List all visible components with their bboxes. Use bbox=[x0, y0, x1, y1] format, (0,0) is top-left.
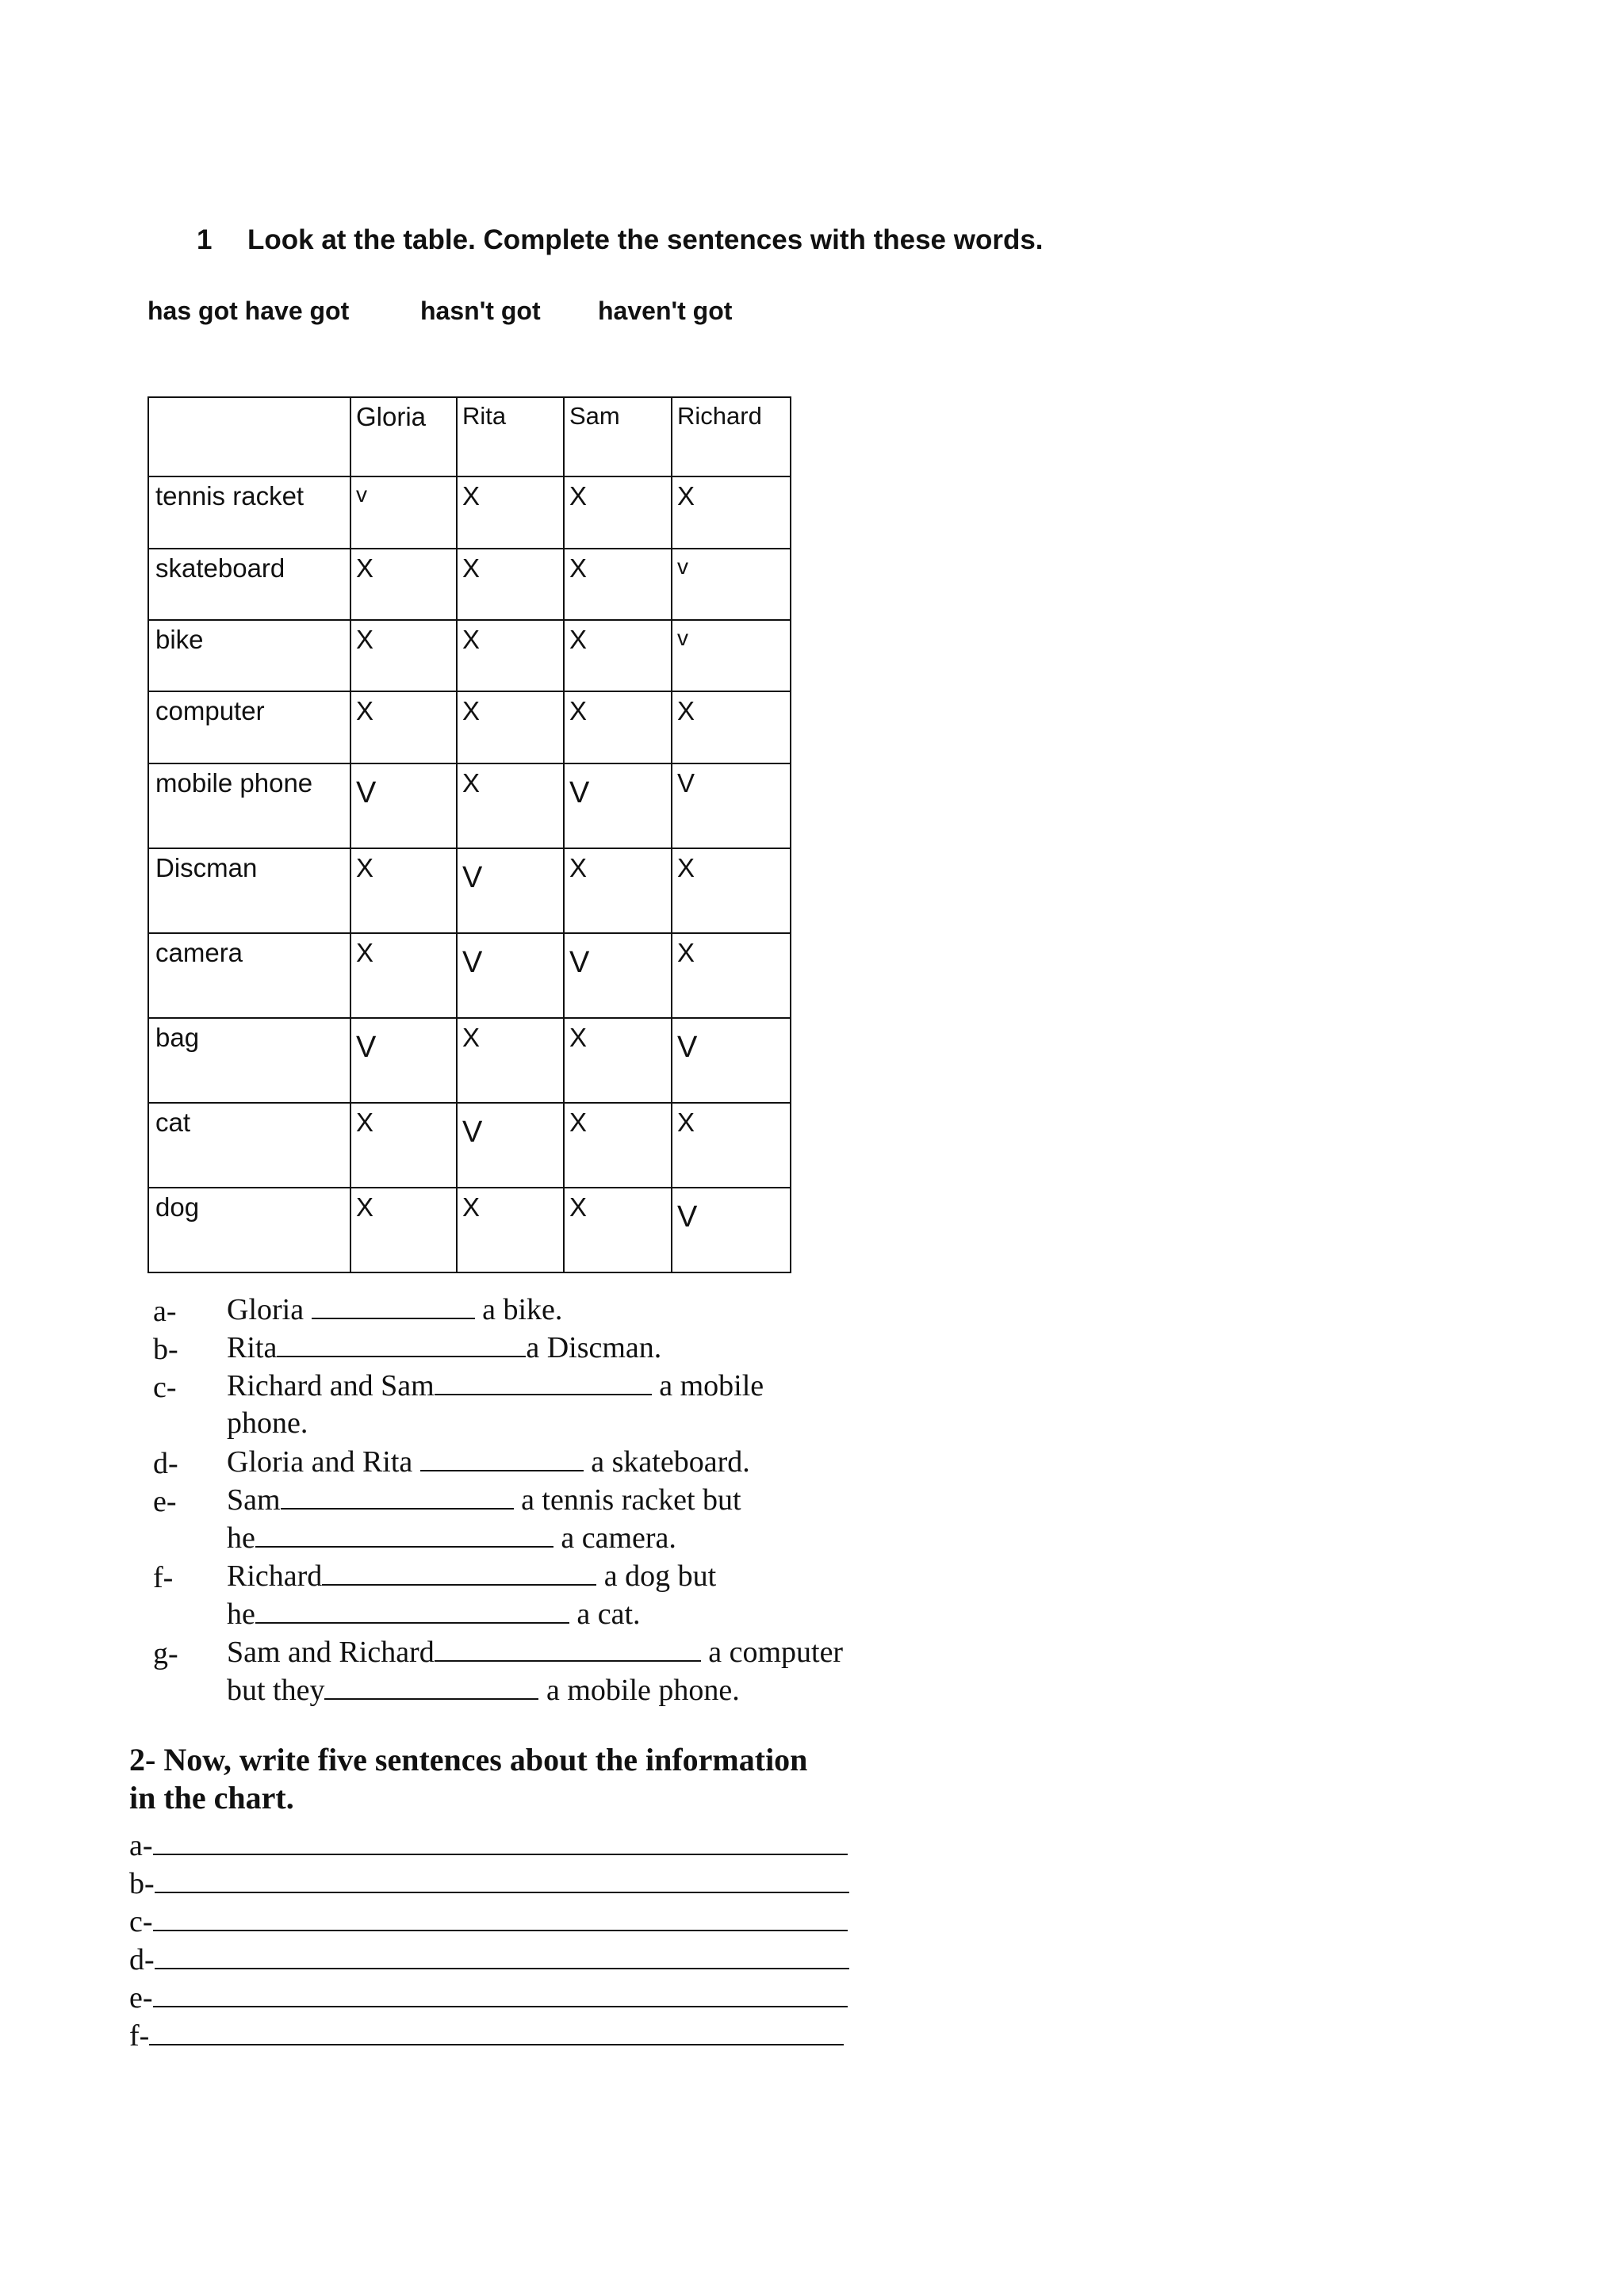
table-cell: V bbox=[457, 1103, 564, 1188]
sentence-d-text-1: Gloria and Rita bbox=[227, 1445, 413, 1479]
sentence-g-blank-1[interactable] bbox=[435, 1636, 701, 1662]
sentence-g-text-2: a computer bbox=[708, 1636, 844, 1669]
sentence-g-text-1: Sam and Richard bbox=[227, 1636, 435, 1669]
writing-line-a: a- bbox=[129, 1828, 848, 1863]
sentence-f-text-4: a cat. bbox=[576, 1598, 641, 1631]
sentence-b-text-2: a Discman. bbox=[526, 1331, 662, 1364]
table-cell: X bbox=[672, 476, 791, 549]
writing-line-c: c- bbox=[129, 1904, 848, 1939]
table-row bbox=[148, 933, 791, 1018]
table-cell: V bbox=[672, 763, 791, 848]
table-cell: X bbox=[350, 691, 457, 763]
table-row-label: skateboard bbox=[148, 549, 350, 620]
table-cell: V bbox=[350, 1018, 457, 1103]
word-bank-item-1: has got have got bbox=[147, 297, 350, 325]
writing-line-e-blank[interactable] bbox=[153, 1982, 848, 2007]
writing-line-d-blank[interactable] bbox=[155, 1944, 849, 1969]
sentence-a-text-2: a bike. bbox=[482, 1293, 563, 1326]
table-cell: V bbox=[350, 763, 457, 848]
table-cell: X bbox=[350, 620, 457, 691]
table-cell: X bbox=[350, 933, 457, 1018]
table-cell: V bbox=[457, 933, 564, 1018]
sentence-e-letter: e- bbox=[153, 1485, 177, 1518]
sentence-c bbox=[227, 1370, 764, 1401]
writing-line-e: e- bbox=[129, 1980, 848, 2015]
sentence-b-letter: b- bbox=[153, 1333, 178, 1366]
table-cell: X bbox=[672, 933, 791, 1018]
table-cell: X bbox=[672, 1103, 791, 1188]
exercise-2-heading-line-1: 2- Now, write five sentences about the information bbox=[129, 1742, 808, 1777]
sentence-e-text-4: a camera. bbox=[561, 1521, 676, 1555]
sentence-e-text-3: he bbox=[227, 1521, 255, 1555]
writing-line-f-blank[interactable] bbox=[149, 2020, 844, 2045]
table-header-cell: Richard bbox=[672, 397, 791, 476]
table-row bbox=[148, 1188, 791, 1272]
sentence-d-blank[interactable] bbox=[420, 1446, 584, 1471]
sentence-g-letter: g- bbox=[153, 1637, 178, 1670]
sentence-g-text-3: but they bbox=[227, 1674, 325, 1707]
table-cell: X bbox=[672, 848, 791, 933]
table-row bbox=[148, 691, 791, 763]
sentence-f-text-3: he bbox=[227, 1598, 255, 1631]
table-cell: V bbox=[457, 848, 564, 933]
sentence-c-letter: c- bbox=[153, 1371, 177, 1404]
sentence-c-blank[interactable] bbox=[435, 1370, 652, 1395]
table-row bbox=[148, 620, 791, 691]
table-row-label: computer bbox=[148, 691, 350, 763]
sentence-f-cont bbox=[227, 1598, 641, 1629]
sentence-f-text-1: Richard bbox=[227, 1559, 323, 1593]
sentence-e-cont bbox=[227, 1522, 676, 1553]
possessions-table bbox=[147, 396, 791, 1273]
writing-line-d: d- bbox=[129, 1942, 849, 1977]
table-row-label: dog bbox=[148, 1188, 350, 1272]
table-row-label: Discman bbox=[148, 848, 350, 933]
table-cell: X bbox=[564, 1103, 672, 1188]
table-row bbox=[148, 476, 791, 549]
table-cell: X bbox=[457, 763, 564, 848]
table-cell: v bbox=[672, 549, 791, 620]
writing-line-a-blank[interactable] bbox=[153, 1830, 848, 1855]
sentence-e-text-2: a tennis racket but bbox=[521, 1483, 741, 1517]
table-cell: X bbox=[564, 691, 672, 763]
sentence-b-blank[interactable] bbox=[277, 1332, 526, 1357]
table-header-row bbox=[148, 397, 791, 476]
sentence-e bbox=[227, 1484, 741, 1515]
table-cell: X bbox=[457, 620, 564, 691]
sentence-d bbox=[227, 1446, 750, 1477]
table-row-label: bike bbox=[148, 620, 350, 691]
table-row bbox=[148, 549, 791, 620]
exercise-1-number: 1 bbox=[197, 224, 213, 255]
sentence-f-blank-1[interactable] bbox=[322, 1560, 596, 1586]
table-cell: X bbox=[564, 1188, 672, 1272]
sentence-d-letter: d- bbox=[153, 1447, 178, 1480]
sentence-f-text-2: a dog but bbox=[603, 1559, 717, 1593]
table-cell: X bbox=[350, 1188, 457, 1272]
table-cell: X bbox=[350, 549, 457, 620]
table-row-label: mobile phone bbox=[148, 763, 350, 848]
exercise-1-heading bbox=[197, 224, 1044, 256]
table-cell: X bbox=[457, 1018, 564, 1103]
sentence-e-blank-1[interactable] bbox=[281, 1484, 514, 1510]
table-cell: X bbox=[564, 620, 672, 691]
table-cell: v bbox=[672, 620, 791, 691]
sentence-g bbox=[227, 1636, 843, 1667]
table-row bbox=[148, 763, 791, 848]
table-cell: X bbox=[457, 549, 564, 620]
exercise-2-heading-line-2: in the chart. bbox=[129, 1780, 294, 1816]
sentence-g-text-4: a mobile phone. bbox=[546, 1674, 740, 1707]
sentence-c-text-1: Richard and Sam bbox=[227, 1369, 435, 1402]
table-cell: X bbox=[564, 848, 672, 933]
writing-line-c-blank[interactable] bbox=[153, 1906, 848, 1931]
sentence-f-letter: f- bbox=[153, 1561, 174, 1594]
sentence-c-cont: phone. bbox=[227, 1406, 308, 1440]
table-cell: X bbox=[457, 691, 564, 763]
sentence-d-text-2: a skateboard. bbox=[591, 1445, 750, 1479]
table-row-label: bag bbox=[148, 1018, 350, 1103]
table-cell: X bbox=[350, 1103, 457, 1188]
word-bank-item-2: hasn't got bbox=[420, 297, 541, 325]
sentence-b bbox=[227, 1332, 661, 1363]
table-cell: V bbox=[672, 1188, 791, 1272]
sentence-a-letter: a- bbox=[153, 1295, 177, 1328]
sentence-a-text-1: Gloria bbox=[227, 1293, 304, 1326]
sentence-g-cont bbox=[227, 1674, 740, 1705]
writing-line-f: f- bbox=[129, 2019, 844, 2053]
table-row-label: camera bbox=[148, 933, 350, 1018]
table-cell: V bbox=[564, 933, 672, 1018]
exercise-2-heading bbox=[129, 1741, 922, 1817]
sentence-a-blank[interactable] bbox=[312, 1294, 475, 1319]
table-cell: v bbox=[350, 476, 457, 549]
table-cell: X bbox=[350, 848, 457, 933]
table-cell: X bbox=[564, 1018, 672, 1103]
sentence-e-text-1: Sam bbox=[227, 1483, 281, 1517]
table-row bbox=[148, 1103, 791, 1188]
sentence-f bbox=[227, 1560, 716, 1591]
sentence-f-blank-2[interactable] bbox=[255, 1598, 569, 1624]
sentence-g-blank-2[interactable] bbox=[324, 1674, 538, 1700]
table-row bbox=[148, 1018, 791, 1103]
table-row-label: tennis racket bbox=[148, 476, 350, 549]
sentence-e-blank-2[interactable] bbox=[255, 1522, 553, 1548]
writing-line-b: b- bbox=[129, 1866, 849, 1901]
table-header-cell: Gloria bbox=[350, 397, 457, 476]
table-cell: X bbox=[457, 1188, 564, 1272]
table-cell: X bbox=[672, 691, 791, 763]
table-cell: X bbox=[564, 476, 672, 549]
table-cell: V bbox=[672, 1018, 791, 1103]
table-cell: X bbox=[457, 476, 564, 549]
sentence-c-text-2: a mobile bbox=[659, 1369, 764, 1402]
table-cell: X bbox=[564, 549, 672, 620]
table-cell: V bbox=[564, 763, 672, 848]
table-header-cell bbox=[148, 397, 350, 476]
table-row bbox=[148, 848, 791, 933]
sentence-b-text-1: Rita bbox=[227, 1331, 278, 1364]
word-bank-item-3: haven't got bbox=[598, 297, 733, 325]
writing-line-b-blank[interactable] bbox=[155, 1868, 849, 1893]
table-header-cell: Rita bbox=[457, 397, 564, 476]
table-row-label: cat bbox=[148, 1103, 350, 1188]
exercise-1-instruction: Look at the table. Complete the sentences with these words. bbox=[247, 224, 1044, 255]
table-header-cell: Sam bbox=[564, 397, 672, 476]
sentence-a bbox=[227, 1294, 562, 1325]
